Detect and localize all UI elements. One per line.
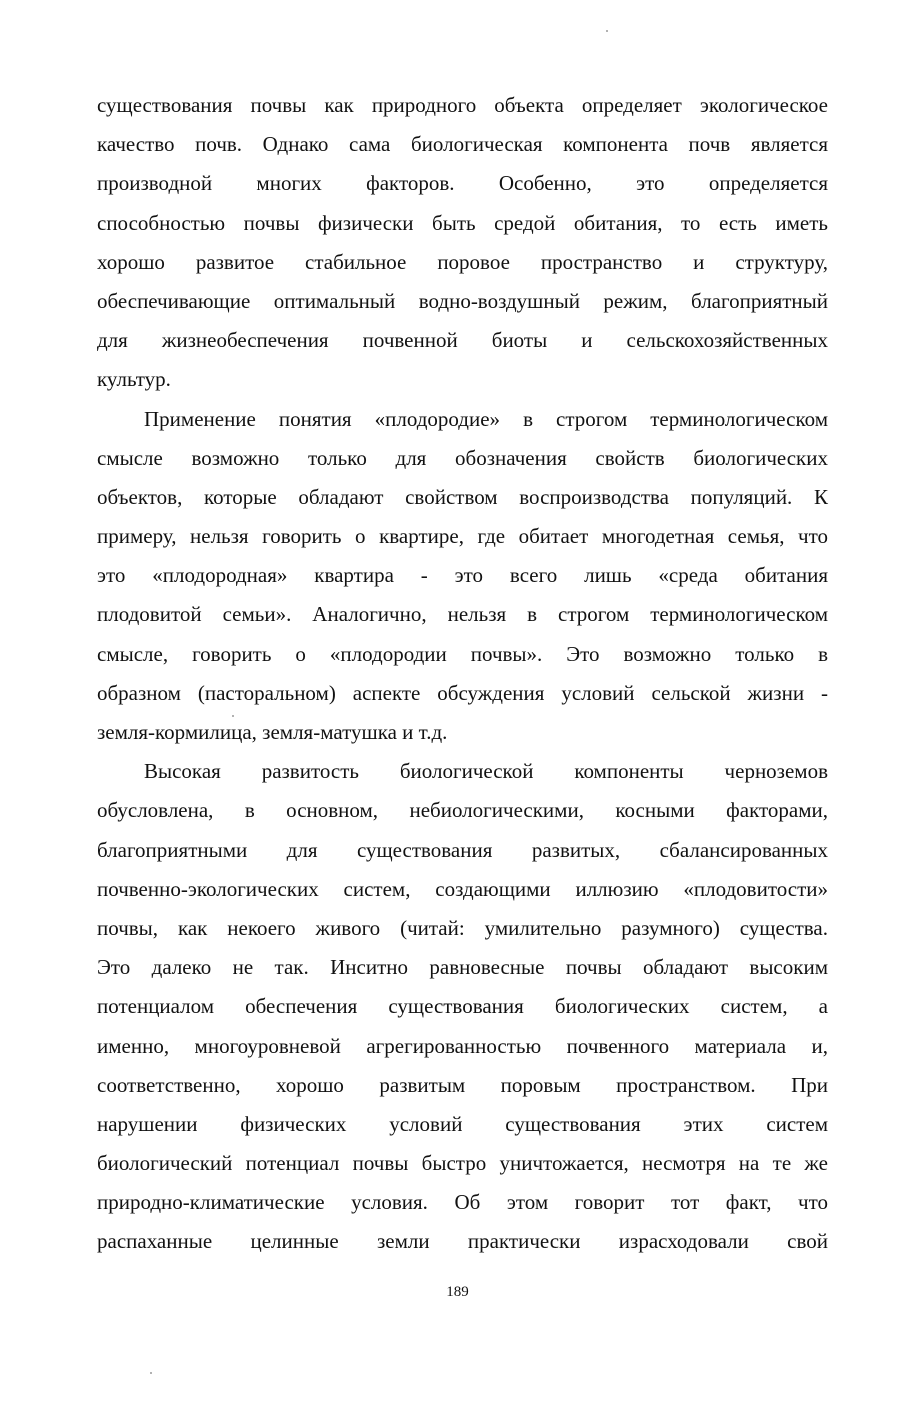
paragraph	[97, 752, 828, 1261]
scan-speck	[150, 1372, 152, 1374]
text-line: почвы, как некоего живого (читай: умилительно разумного) существа.	[97, 915, 828, 940]
text-line: именно, многоуровневой агрегированностью почвенного материала и,	[97, 1033, 828, 1058]
text-line: земля-кормилица, земля-матушка и т.д.	[97, 720, 448, 744]
text-line: потенциалом обеспечения существования биологических систем, а	[97, 994, 828, 1019]
text-line: качество почв. Однако сама биологическая компонента почв является	[97, 132, 828, 157]
text-line: благоприятными для существования развитых, сбалансированных	[97, 837, 828, 862]
text-line: Применение понятия «плодородие» в строгом терминологическом	[144, 406, 828, 431]
text-line: культур.	[97, 367, 171, 392]
scan-speck	[606, 30, 608, 32]
text-line: распаханные целинные земли практически израсходовали свой	[97, 1229, 828, 1254]
text-line: плодовитой семьи». Аналогично, нельзя в строгом терминологическом	[97, 602, 828, 627]
text-line: биологический потенциал почвы быстро уничтожается, несмотря на те же	[97, 1151, 828, 1176]
text-line: Высокая развитость биологической компоненты черноземов	[144, 759, 828, 784]
text-line: объектов, которые обладают свойством воспроизводства популяций. К	[97, 484, 828, 509]
text-line: почвенно-экологических систем, создающими иллюзию «плодовитости»	[97, 876, 828, 901]
text-line: существования почвы как природного объекта определяет экологическое	[97, 93, 828, 117]
scan-speck	[232, 715, 234, 717]
text-line: способностью почвы физически быть средой обитания, то есть иметь	[97, 210, 828, 235]
paragraph	[97, 86, 828, 400]
text-line: Это далеко не так. Инситно равновесные почвы обладают высоким	[97, 955, 828, 980]
text-line: это «плодородная» квартира - это всего лишь «среда обитания	[97, 563, 828, 588]
text-line: хорошо развитое стабильное поровое пространство и структуру,	[97, 249, 828, 274]
text-line: примеру, нельзя говорить о квартире, где обитает многодетная семья, что	[97, 524, 828, 549]
text-line: природно-климатические условия. Об этом говорит тот факт, что	[97, 1190, 828, 1215]
text-line: образном (пасторальном) аспекте обсуждения условий сельской жизни -	[97, 680, 828, 705]
text-line: для жизнеобеспечения почвенной биоты и сельскохозяйственных	[97, 328, 828, 353]
text-line: производной многих факторов. Особенно, это определяется	[97, 171, 828, 196]
text-line: смысле возможно только для обозначения свойств биологических	[97, 445, 828, 470]
text-line: обеспечивающие оптимальный водно-воздушный режим, благоприятный	[97, 288, 828, 313]
text-line: нарушении физических условий существования этих систем	[97, 1111, 828, 1136]
text-line: соответственно, хорошо развитым поровым пространством. При	[97, 1072, 828, 1097]
paragraph	[97, 400, 828, 753]
page-number: 189	[446, 1284, 469, 1300]
text-line: обусловлена, в основном, небиологическими, косными факторами,	[97, 798, 828, 823]
text-line: смысле, говорить о «плодородии почвы». Это возможно только в	[97, 641, 828, 666]
body-text	[97, 86, 828, 1262]
